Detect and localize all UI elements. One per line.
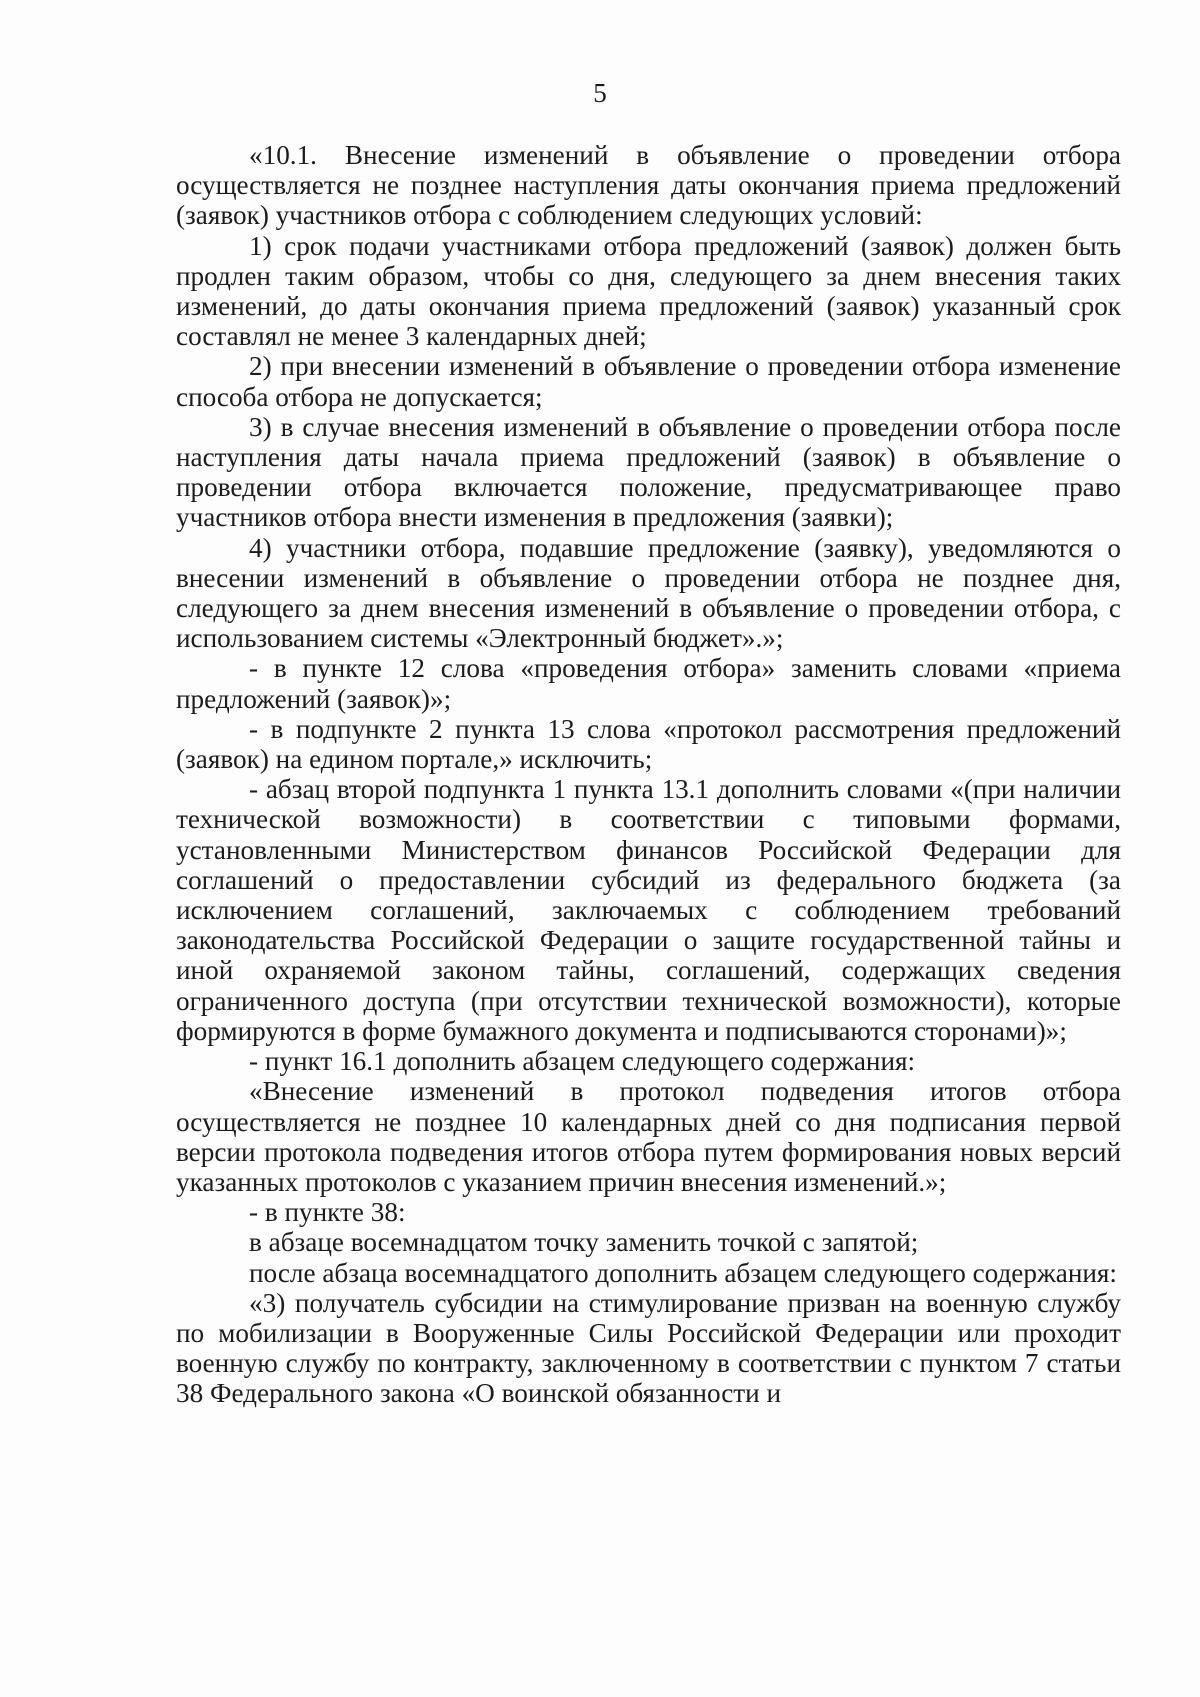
paragraph-item-3: 3) в случае внесения изменений в объявление о проведении отбора после наступления даты начала приема предложений (заявок) в объявление о проведении отбора включается положение, предусматривающее право участников отбора внести изменения в предложения (заявки); bbox=[176, 411, 1121, 533]
paragraph-point-13-1: - абзац второй подпункта 1 пункта 13.1 дополнить словами «(при наличии технической возможности) в соответствии с типовыми формами, установленными Министерством финансов Российской Федерации для соглашений о предоставлении субсидий из федерального бюджета (за исключением соглашений, заключаемых с соблюдением требований законодательства Российской Федерации о защите государственной тайны и иной охраняемой законом тайны, соглашений, содержащих сведения ограниченного доступа (при отсутствии технической возможности), которые формируются в форме бумажного документа и подписываются сторонами)»; bbox=[176, 774, 1121, 1046]
paragraph-item-3-military: «3) получатель субсидии на стимулирование призван на военную службу по мобилизации в Вооруженные Силы Российской Федерации или проходит военную службу по контракту, заключенному в соответствии с пунктом 7 статьи 38 Федерального закона «О воинской обязанности и bbox=[176, 1287, 1121, 1409]
paragraph-item-2: 2) при внесении изменений в объявление о проведении отбора изменение способа отбора не допускается; bbox=[176, 351, 1121, 412]
document-body bbox=[176, 140, 1121, 1409]
paragraph-10-1-intro: «10.1. Внесение изменений в объявление о проведении отбора осуществляется не позднее наступления даты окончания приема предложений (заявок) участников отбора с соблюдением следующих условий: bbox=[176, 140, 1121, 231]
paragraph-point-13: - в подпункте 2 пункта 13 слова «протокол рассмотрения предложений (заявок) на едином портале,» исключить; bbox=[176, 713, 1121, 775]
paragraph-abzac-18: в абзаце восемнадцатом точку заменить точкой с запятой; bbox=[249, 1227, 919, 1258]
paragraph-point-38: - в пункте 38: bbox=[249, 1197, 406, 1228]
page-number: 5 bbox=[593, 78, 607, 108]
paragraph-item-1: 1) срок подачи участниками отбора предложений (заявок) должен быть продлен таким образом, чтобы со дня, следующего за днем внесения таких изменений, до даты окончания приема предложений (заявок) указанный срок составлял не менее 3 календарных дней; bbox=[176, 230, 1121, 352]
paragraph-protocol-changes: «Внесение изменений в протокол подведения итогов отбора осуществляется не позднее 10 календарных дней со дня подписания первой версии протокола подведения итогов отбора путем формирования новых версий указанных протоколов с указанием причин внесения изменений.»; bbox=[176, 1076, 1121, 1197]
paragraph-after-abzac-18: после абзаца восемнадцатого дополнить абзацем следующего содержания: bbox=[249, 1257, 1117, 1288]
paragraph-point-16-1: - пункт 16.1 дополнить абзацем следующего содержания: bbox=[249, 1046, 916, 1077]
paragraph-point-12: - в пункте 12 слова «проведения отбора» заменить словами «приема предложений (заявок)»; bbox=[176, 653, 1121, 714]
paragraph-item-4: 4) участники отбора, подавшие предложение (заявку), уведомляются о внесении изменений в объявление о проведении отбора не позднее дня, следующего за днем внесения изменений в объявление о проведении отбора, с использованием системы «Электронный бюджет».»; bbox=[176, 532, 1121, 654]
